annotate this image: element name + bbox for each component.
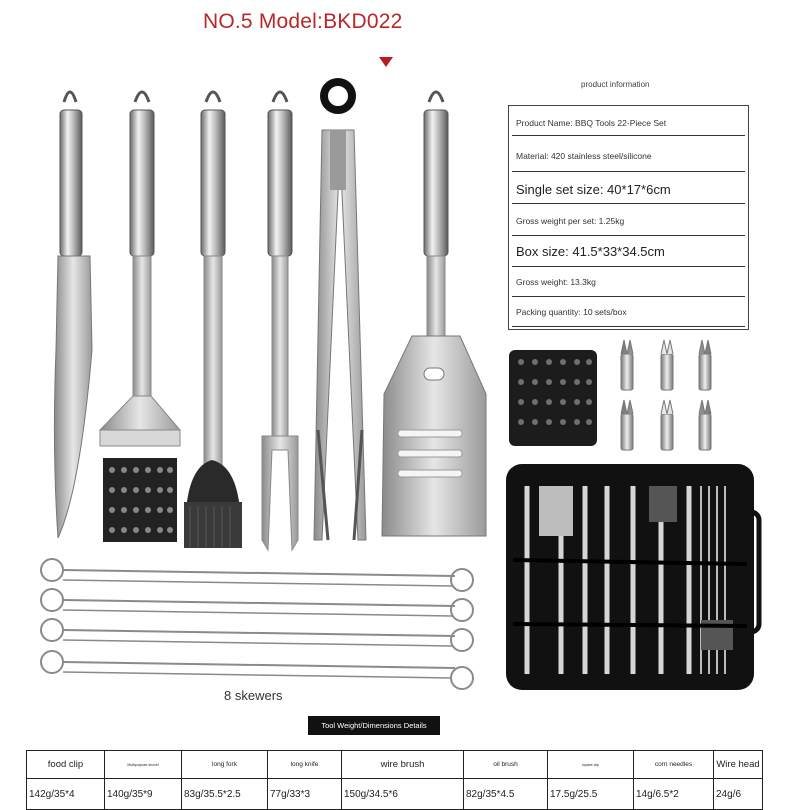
dimensions-value-cell: 142g/35*4: [27, 779, 105, 810]
spatula-tool: [382, 92, 486, 536]
dimensions-value-cell: 150g/34.5*6: [342, 779, 464, 810]
accessories-and-case-photo: [505, 334, 770, 694]
knife-tool: [54, 92, 92, 538]
corn-holders: [621, 340, 711, 450]
dimensions-table: [26, 750, 763, 810]
pointer-arrow-icon: [379, 57, 393, 67]
basting-brush-tool: [184, 92, 242, 548]
product-info-row: Gross weight: 13.3kg: [512, 267, 745, 297]
dimensions-value-cell: 140g/35*9: [105, 779, 182, 810]
replacement-brush-head: [509, 350, 597, 446]
model-title: NO.5 Model:BKD022: [203, 10, 403, 33]
skewers-label: 8 skewers: [224, 688, 283, 703]
storage-case: [506, 464, 759, 690]
dimensions-header-cell: oil brush: [464, 751, 548, 779]
dimensions-value-cell: 24g/6: [714, 779, 763, 810]
dimensions-value-cell: 83g/35.5*2.5: [182, 779, 268, 810]
product-info-row: Packing quantity: 10 sets/box: [512, 297, 745, 327]
dimensions-header-cell: corn needles: [634, 751, 714, 779]
bbq-tools-illustration: [0, 70, 500, 710]
dimensions-value-cell: 14g/6.5*2: [634, 779, 714, 810]
dimensions-header-row: [27, 751, 763, 779]
dimensions-header-cell: food clip: [27, 751, 105, 779]
grill-brush-tool: [100, 92, 180, 542]
dimensions-header-cell: long knife: [268, 751, 342, 779]
product-info-row: Single set size: 40*17*6cm: [512, 176, 745, 204]
product-info-row: Gross weight per set: 1.25kg: [512, 206, 745, 236]
product-info-caption: product information: [581, 80, 650, 89]
dimensions-header-cell: Wire head: [714, 751, 763, 779]
dimensions-value-cell: 82g/35*4.5: [464, 779, 548, 810]
skewers: [41, 559, 473, 689]
dimensions-header-cell: square clip: [548, 751, 634, 779]
dimensions-header-cell: wire brush: [342, 751, 464, 779]
product-info-row: Material: 420 stainless steel/silicone: [512, 140, 745, 172]
dimensions-value-cell: 17.5g/25.5: [548, 779, 634, 810]
product-info-row: Box size: 41.5*33*34.5cm: [512, 237, 745, 267]
tongs-tool: [314, 82, 366, 540]
dimensions-header-cell: Multipurpose shovel: [105, 751, 182, 779]
dimensions-header-cell: long fork: [182, 751, 268, 779]
fork-tool: [262, 92, 298, 550]
dimensions-value-cell: 77g/33*3: [268, 779, 342, 810]
dimensions-section-title: Tool Weight/Dimensions Details: [308, 716, 440, 735]
product-info-row: Product Name: BBQ Tools 22-Piece Set: [512, 110, 745, 136]
product-info-table: [508, 105, 749, 330]
product-photo: [0, 70, 500, 710]
dimensions-values-row: [27, 779, 763, 810]
